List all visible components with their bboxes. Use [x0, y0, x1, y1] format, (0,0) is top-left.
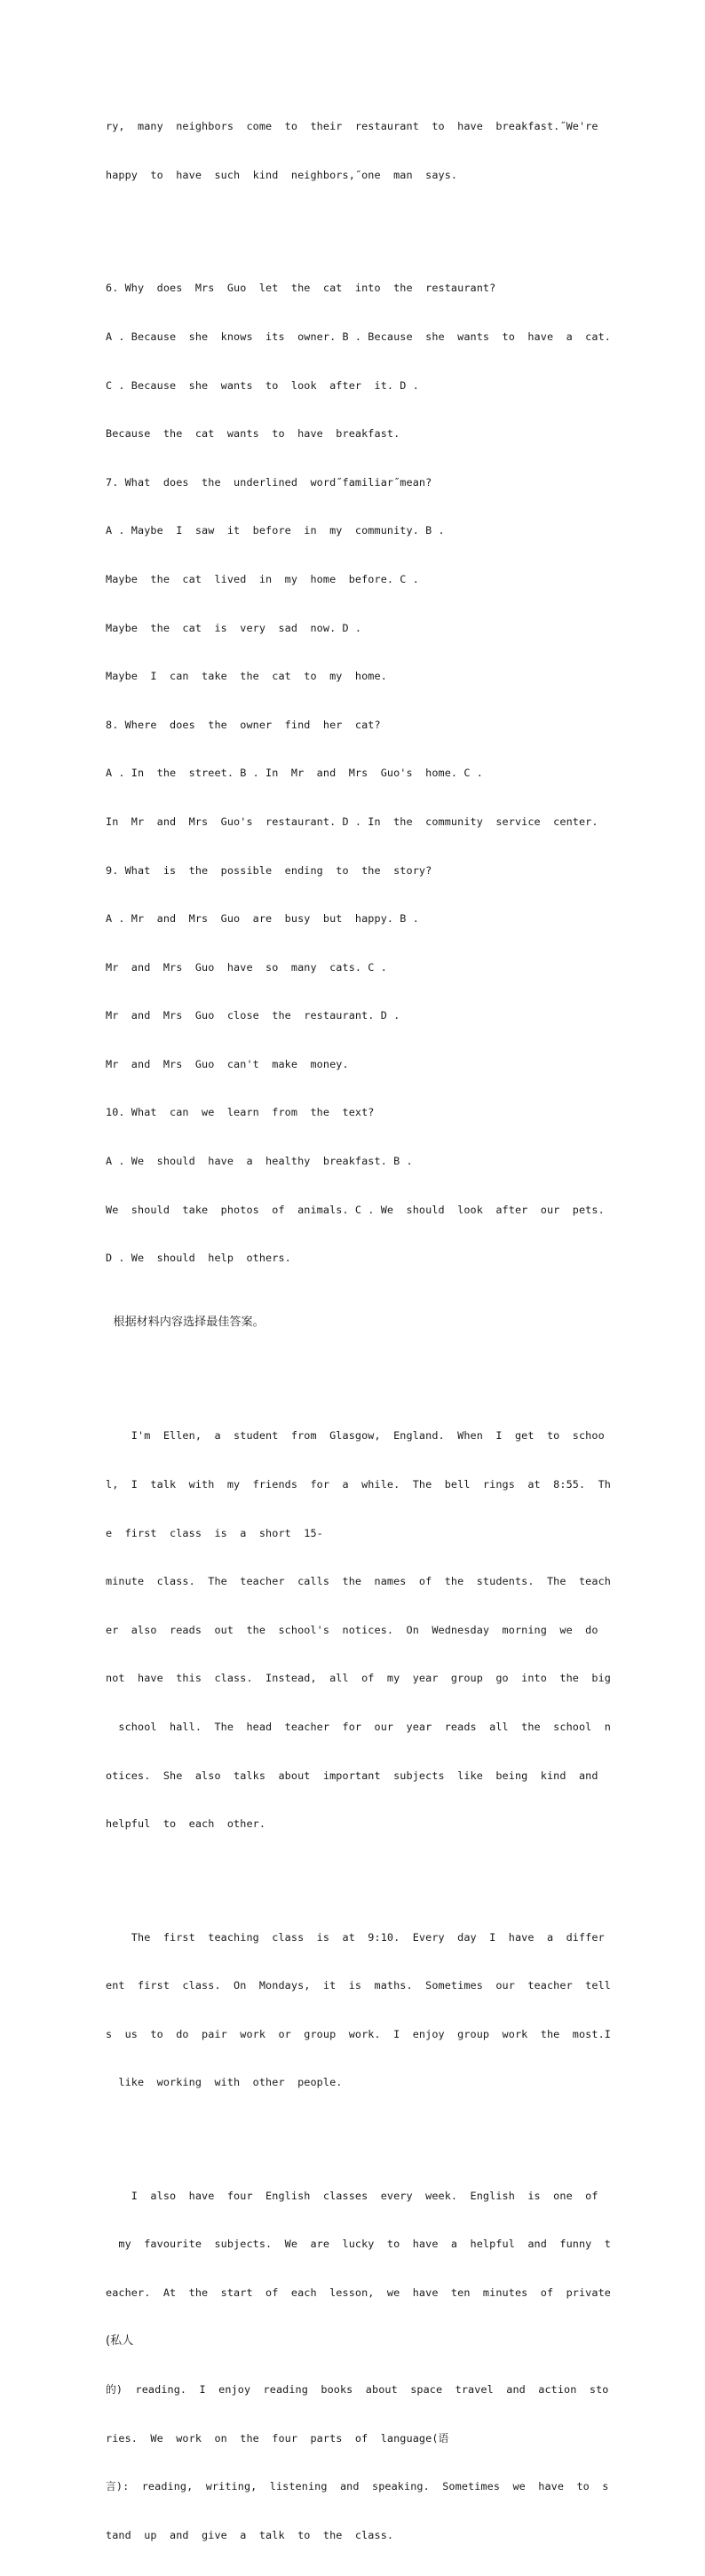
passage-line: s us to do pair work or group work. I enjoy group work the most.I — [106, 2027, 611, 2040]
passage-line: (私人 — [106, 2334, 134, 2348]
passage-line: otices. She also talks about important subjects like being kind and — [106, 1769, 598, 1782]
passage-line: I also have four English classes every week. English is one of — [106, 2189, 598, 2202]
document-text — [106, 86, 611, 2576]
option-line: Mr and Mrs Guo have so many cats. C . — [106, 960, 387, 974]
option-line: Mr and Mrs Guo can't make money. — [106, 1057, 349, 1070]
option-line: C . Because she wants to look after it. D . — [106, 378, 419, 392]
blank-line — [106, 2123, 599, 2139]
option-line: A . In the street. B . In Mr and Mrs Guo's home. C . — [106, 767, 483, 780]
question-line: 8. Where does the owner find her cat? — [106, 718, 381, 731]
passage-line: ries. We work on the four parts of language(语 — [106, 2431, 449, 2445]
option-line: Maybe the cat lived in my home before. C . — [106, 572, 419, 585]
option-line: Maybe the cat is very sad now. D . — [106, 621, 362, 634]
question-line: 7. What does the underlined word˝familiar˝mean? — [106, 475, 432, 489]
passage-line: 言): reading, writing, listening and speaking. Sometimes we have to s — [106, 2480, 609, 2493]
blank-line — [106, 216, 599, 232]
passage-line: er also reads out the school's notices. On Wednesday morning we do — [106, 1623, 598, 1636]
option-line: We should take photos of animals. C . We should look after our pets. — [106, 1203, 605, 1216]
passage-line: The first teaching class is at 9:10. Every day I have a differ — [106, 1930, 605, 1944]
passage-line: not have this class. Instead, all of my year group go into the big — [106, 1672, 611, 1685]
passage-line: I'm Ellen, a student from Glasgow, England. When I get to schoo — [106, 1429, 605, 1443]
passage-line: ent first class. On Mondays, it is maths. Sometimes our teacher tell — [106, 1979, 611, 1992]
passage-line: ry, many neighbors come to their restaurant to have breakfast.˝We're — [106, 120, 598, 133]
option-line: In Mr and Mrs Guo's restaurant. D . In the community service center. — [106, 815, 598, 828]
option-line: A . Mr and Mrs Guo are busy but happy. B . — [106, 912, 419, 926]
passage-line: school hall. The head teacher for our year reads all the school n — [106, 1721, 611, 1734]
option-line: Maybe I can take the cat to my home. — [106, 670, 387, 683]
blank-line — [106, 1864, 599, 1880]
question-line: 9. What is the possible ending to the story? — [106, 863, 432, 877]
passage-line: happy to have such kind neighbors,˝one man says. — [106, 169, 458, 181]
passage-line: tand up and give a talk to the class. — [106, 2528, 394, 2541]
passage-line: my favourite subjects. We are lucky to have a helpful and funny t — [106, 2238, 611, 2251]
question-line: 10. What can we learn from the text? — [106, 1106, 375, 1119]
passage-line: 的) reading. I enjoy reading books about space travel and action sto — [106, 2383, 609, 2397]
option-line: D . We should help others. — [106, 1252, 291, 1265]
passage-line: l, I talk with my friends for a while. The bell rings at 8:55. Th — [106, 1478, 611, 1491]
option-line: Because the cat wants to have breakfast. — [106, 427, 400, 441]
passage-line: helpful to each other. — [106, 1817, 266, 1831]
option-line: Mr and Mrs Guo close the restaurant. D . — [106, 1009, 400, 1022]
option-line: A . Because she knows its owner. B . Because she wants to have a cat. — [106, 330, 611, 343]
instruction-line: 根据材料内容选择最佳答案。 — [106, 1316, 265, 1330]
passage-line: minute class. The teacher calls the names of the students. The teach — [106, 1575, 611, 1588]
passage-line: like working with other people. — [106, 2076, 343, 2089]
question-line: 6. Why does Mrs Guo let the cat into the restaurant? — [106, 282, 496, 295]
blank-line — [106, 1364, 599, 1379]
option-line: A . Maybe I saw it before in my community. B . — [106, 524, 445, 537]
passage-line: e first class is a short 15- — [106, 1526, 323, 1539]
passage-line: eacher. At the start of each lesson, we have ten minutes of private — [106, 2286, 611, 2299]
option-line: A . We should have a healthy breakfast. B . — [106, 1155, 413, 1168]
